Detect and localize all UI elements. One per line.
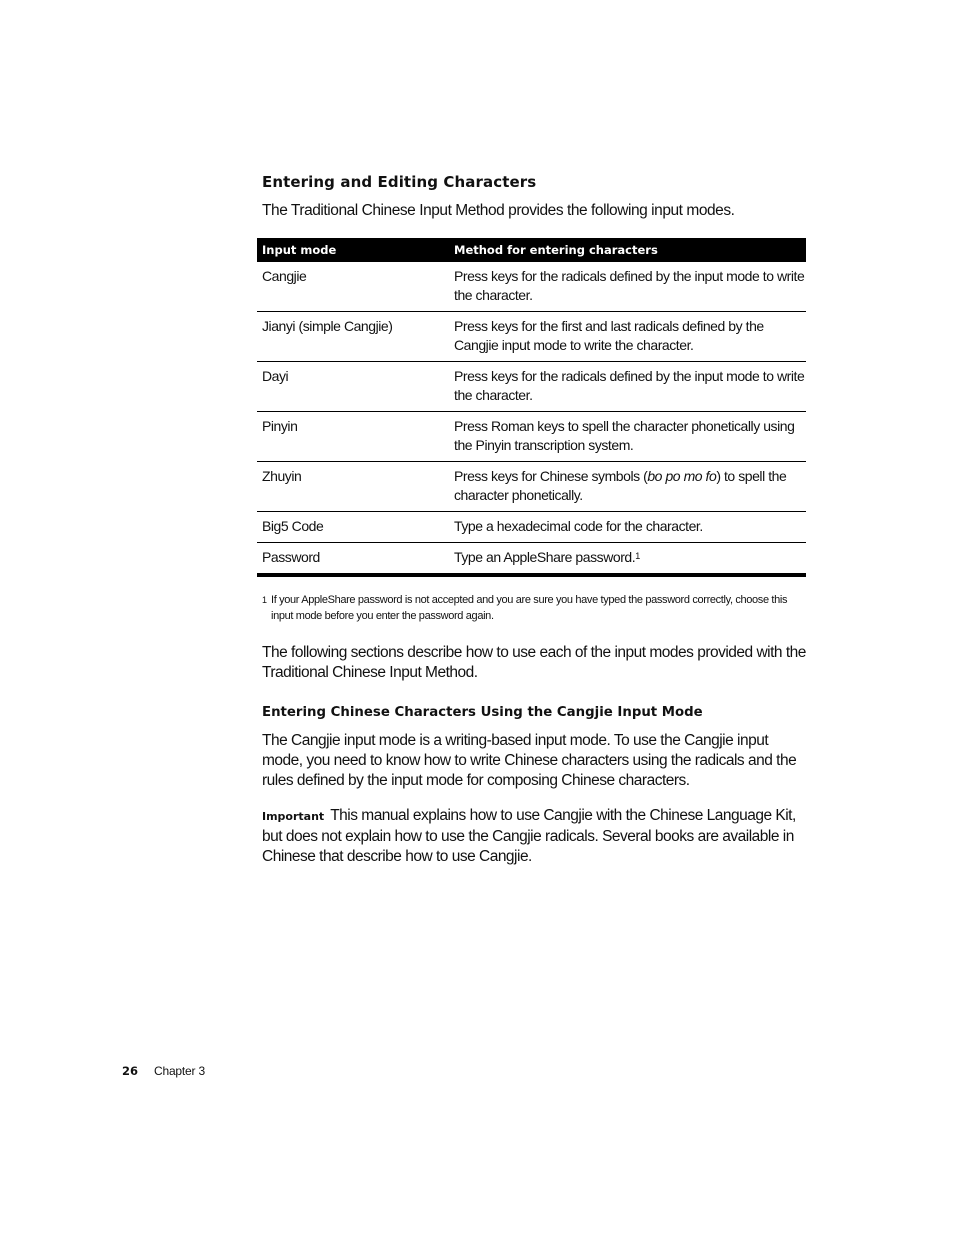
mode-cell: Pinyin: [257, 412, 449, 462]
method-text: Press keys for Chinese symbols (: [454, 468, 648, 484]
method-cell: Type a hexadecimal code for the character.: [449, 512, 806, 543]
method-cell: Press keys for the radicals defined by the input mode to write the character.: [449, 262, 806, 312]
table-header-row: [257, 238, 806, 262]
mode-cell: Cangjie: [257, 262, 449, 312]
important-text: This manual explains how to use Cangjie with the Chinese Language Kit, but does not explain how to use the Cangjie radicals. Several books are available in Chinese that describe how to use Cangjie.: [262, 807, 796, 865]
footnote-number: 1: [262, 595, 267, 605]
method-cell: [449, 462, 806, 512]
chapter-label: Chapter 3: [154, 1064, 205, 1078]
table-row: [257, 312, 806, 362]
mode-cell: Big5 Code: [257, 512, 449, 543]
footnote: [262, 592, 806, 624]
page-footer: [122, 1064, 205, 1078]
important-note: [262, 806, 807, 867]
input-modes-table: [257, 238, 806, 577]
method-text: ) to spell the character phonetically.: [454, 468, 787, 503]
intro-text: The Traditional Chinese Input Method provides the following input modes.: [262, 202, 735, 219]
subsection-title: Entering Chinese Characters Using the Cangjie Input Mode: [262, 705, 703, 720]
table-row: [257, 412, 806, 462]
method-text: Type an AppleShare password.: [454, 549, 636, 565]
following-paragraph: The following sections describe how to use each of the input modes provided with the Traditional Chinese Input Method.: [262, 644, 806, 681]
table-row: [257, 362, 806, 412]
method-cell: [449, 543, 806, 576]
mode-cell: Zhuyin: [257, 462, 449, 512]
cangjie-paragraph: The Cangjie input mode is a writing-based input mode. To use the Cangjie input mode, you need to know how to write Chinese characters using the radicals and the rules defined by the input mode for composing Chinese characters.: [262, 732, 797, 789]
column-header-method: Method for entering characters: [449, 238, 806, 262]
method-cell: Press Roman keys to spell the character phonetically using the Pinyin transcription system.: [449, 412, 806, 462]
column-header-input-mode: Input mode: [257, 238, 449, 262]
method-italic-text: bo po mo fo: [647, 468, 717, 484]
page-number: 26: [122, 1064, 139, 1078]
footnote-text: If your AppleShare password is not accepted and you are sure you have typed the password correctly, choose this input mode before you enter the password again.: [271, 594, 788, 622]
mode-cell: Dayi: [257, 362, 449, 412]
method-cell: Press keys for the radicals defined by the input mode to write the character.: [449, 362, 806, 412]
method-cell: Press keys for the first and last radicals defined by the Cangjie input mode to write the character.: [449, 312, 806, 362]
table-row: [257, 462, 806, 512]
section-title: Entering and Editing Characters: [262, 173, 537, 191]
table-row: [257, 543, 806, 576]
important-label: Important: [262, 810, 325, 823]
table-row: [257, 262, 806, 312]
mode-cell: Password: [257, 543, 449, 576]
table-row: [257, 512, 806, 543]
footnote-reference: 1: [635, 551, 640, 561]
mode-cell: Jianyi (simple Cangjie): [257, 312, 449, 362]
